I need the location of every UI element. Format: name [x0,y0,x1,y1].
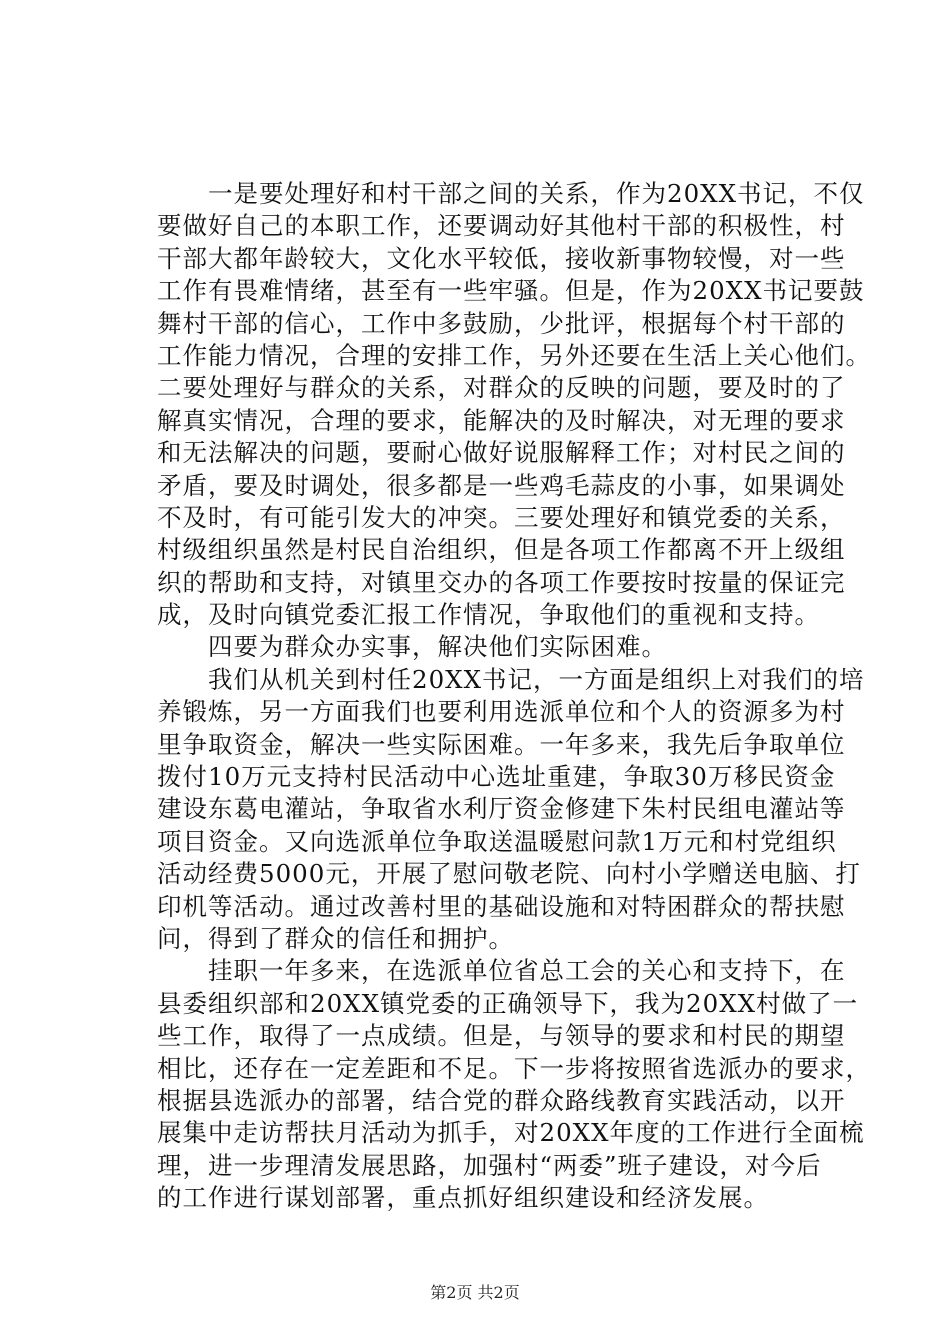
text-line-12: 村级组织虽然是村民自治组织，但是各项工作都离不开上级组 [157,535,846,565]
text-line-22: 活动经费5000元，开展了慰问敬老院、向村小学赠送电脑、打 [157,859,861,889]
text-line-3: 干部大都年龄较大，文化水平较低，接收新事物较慢，对一些 [157,243,846,273]
text-line-4: 工作有畏难情绪，甚至有一些牢骚。但是，作为20XX书记要鼓 [157,276,865,306]
text-line-10: 矛盾，要及时调处，很多都是一些鸡毛蒜皮的小事，如果调处 [157,470,846,500]
text-line-9: 和无法解决的问题，要耐心做好说服解释工作；对村民之间的 [157,438,846,468]
page-number-footer: 第2页 共2页 [430,1283,520,1302]
text-line-21: 项目资金。又向选派单位争取送温暖慰问款1万元和村党组织 [157,826,837,856]
text-line-11: 不及时，有可能引发大的冲突。三要处理好和镇党委的关系， [157,502,846,532]
text-line-30: 展集中走访帮扶月活动为抓手，对20XX年度的工作进行全面梳 [157,1118,865,1148]
text-line-29: 根据县选派办的部署，结合党的群众路线教育实践活动，以开 [157,1085,846,1115]
text-line-23: 印机等活动。通过改善村里的基础设施和对特困群众的帮扶慰 [157,891,846,921]
text-line-31: 理，进一步理清发展思路，加强村“两委”班子建设，对今后 [157,1150,822,1180]
text-line-27: 些工作，取得了一点成绩。但是，与领导的要求和村民的期望 [157,1021,846,1051]
text-line-28: 相比，还存在一定差距和不足。下一步将按照省选派办的要求， [157,1053,871,1083]
text-line-13: 织的帮助和支持，对镇里交办的各项工作要按时按量的保证完 [157,567,846,597]
text-line-24: 问，得到了群众的信任和拥护。 [157,923,514,953]
text-line-25: 挂职一年多来，在选派单位省总工会的关心和支持下，在 [157,956,846,986]
text-line-7: 二要处理好与群众的关系，对群众的反映的问题，要及时的了 [157,373,846,403]
text-line-8: 解真实情况，合理的要求，能解决的及时解决，对无理的要求 [157,405,846,435]
text-line-32: 的工作进行谋划部署，重点抓好组织建设和经济发展。 [157,1183,769,1213]
text-line-26: 县委组织部和20XX镇党委的正确领导下，我为20XX村做了一 [157,988,859,1018]
text-line-5: 舞村干部的信心，工作中多鼓励，少批评，根据每个村干部的 [157,308,846,338]
text-line-18: 里争取资金，解决一些实际困难。一年多来，我先后争取单位 [157,729,846,759]
text-line-6: 工作能力情况，合理的安排工作，另外还要在生活上关心他们。 [157,340,871,370]
text-line-17: 养锻炼，另一方面我们也要利用选派单位和个人的资源多为村 [157,697,846,727]
text-line-15: 四要为群众办实事，解决他们实际困难。 [157,632,667,662]
text-line-16: 我们从机关到村任20XX书记，一方面是组织上对我们的培 [157,664,865,694]
text-line-20: 建设东葛电灌站，争取省水利厅资金修建下朱村民组电灌站等 [157,794,846,824]
text-line-1: 一是要处理好和村干部之间的关系，作为20XX书记，不仅 [157,179,865,208]
text-line-14: 成，及时向镇党委汇报工作情况，争取他们的重视和支持。 [157,600,820,630]
document-body [157,178,871,1215]
text-line-2: 要做好自己的本职工作，还要调动好其他村干部的积极性，村 [157,211,846,241]
text-line-19: 拨付10万元支持村民活动中心选址重建，争取30万移民资金 [157,762,836,792]
